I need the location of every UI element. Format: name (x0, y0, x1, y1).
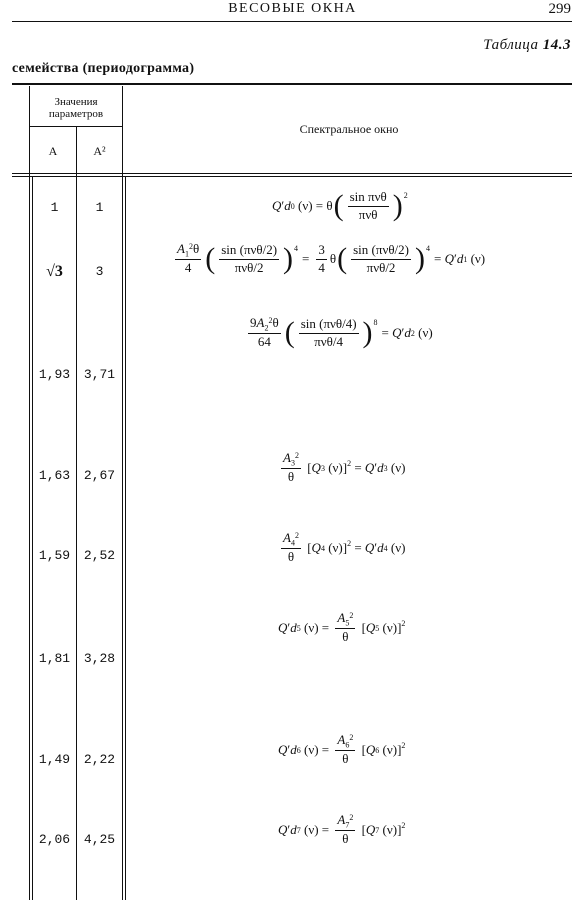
table-vline-left (29, 86, 30, 900)
formula-row-2: $\frac{A_1^2\theta}{4}$ ( $\frac{\text{sin (πνθ/2)}}{\text{πνθ/2}}$ ) $^4$ = $\frac{3}{4}$ θ ( $\frac{\text{sin (πνθ/2)}}{\text{πνθ/2}}$ ) $^4$ = Q ′ d 1 (ν) (177, 240, 486, 276)
table-vline-right (122, 86, 123, 900)
row-1-a: 1 (50, 200, 59, 215)
row-5-a: 1,59 (38, 548, 71, 563)
table-label-prefix: Таблица (483, 37, 539, 53)
row-6-a2: 3,28 (83, 651, 116, 666)
row-5-a2: 2,52 (83, 548, 116, 563)
table-caption: семейства (периодограмма) (12, 61, 195, 76)
table-vline-mid (76, 127, 77, 900)
header-bottom-rule-2 (12, 176, 572, 177)
running-header-title: ВЕСОВЫЕ ОКНА (228, 1, 357, 16)
row-2-a: √3 (46, 263, 63, 280)
row-3-a: 1,93 (38, 367, 71, 382)
row-1-a2: 1 (95, 200, 104, 215)
formula-row-7: Q ′ d 6 (ν) = $\frac{A_6^2}{\theta}$ [ Q 6 (ν)] $^2$ (278, 731, 406, 767)
formula-row-4: $\frac{A_3^2}{\theta}$ [ Q 3 (ν)] $^2$ = Q ′ d 3 (ν) (283, 449, 406, 485)
formula-row-1: Q ′ d 0 (ν) = θ ( $\frac{\text{sin πνθ}}{\text{πνθ}}$ ) $^2$ (272, 188, 408, 222)
header-col-a: A (48, 144, 58, 158)
header-params-line1: Значения (54, 96, 98, 108)
table-top-rule (12, 83, 572, 85)
formula-row-3: $\frac{9A_2^2\theta}{64}$ ( $\frac{\text{sin (πνθ/4)}}{\text{πνθ/4}}$ ) $^8$ = Q ′ d 2 (ν) (250, 314, 433, 350)
table-label-number: 14.3 (542, 37, 571, 53)
row-8-a2: 4,25 (83, 832, 116, 847)
header-params-line2: параметров (48, 108, 104, 120)
formula-row-5: $\frac{A_4^2}{\theta}$ [ Q 4 (ν)] $^2$ = Q ′ d 4 (ν) (283, 529, 406, 565)
row-3-a2: 3,71 (83, 367, 116, 382)
row-8-a: 2,06 (38, 832, 71, 847)
row-4-a: 1,63 (38, 468, 71, 483)
header-col-a2: A² (93, 144, 106, 158)
row-7-a2: 2,22 (83, 752, 116, 767)
table-vline-left-2 (32, 176, 33, 900)
formula-row-8: Q ′ d 7 (ν) = $\frac{A_7^2}{\theta}$ [ Q 7 (ν)] $^2$ (278, 811, 406, 847)
header-window: Спектральное окно (299, 122, 399, 136)
row-4-a2: 2,67 (83, 468, 116, 483)
row-2-a2: 3 (95, 264, 104, 279)
header-params (30, 96, 122, 120)
table-label (483, 37, 571, 54)
row-6-a: 1,81 (38, 651, 71, 666)
formula-row-6: Q ′ d 5 (ν) = $\frac{A_5^2}{\theta}$ [ Q 5 (ν)] $^2$ (278, 609, 406, 645)
row-7-a: 1,49 (38, 752, 71, 767)
table-vline-right-2 (125, 176, 126, 900)
header-rule (12, 21, 572, 22)
page-number: 299 (548, 1, 571, 17)
header-bottom-rule (12, 173, 572, 174)
